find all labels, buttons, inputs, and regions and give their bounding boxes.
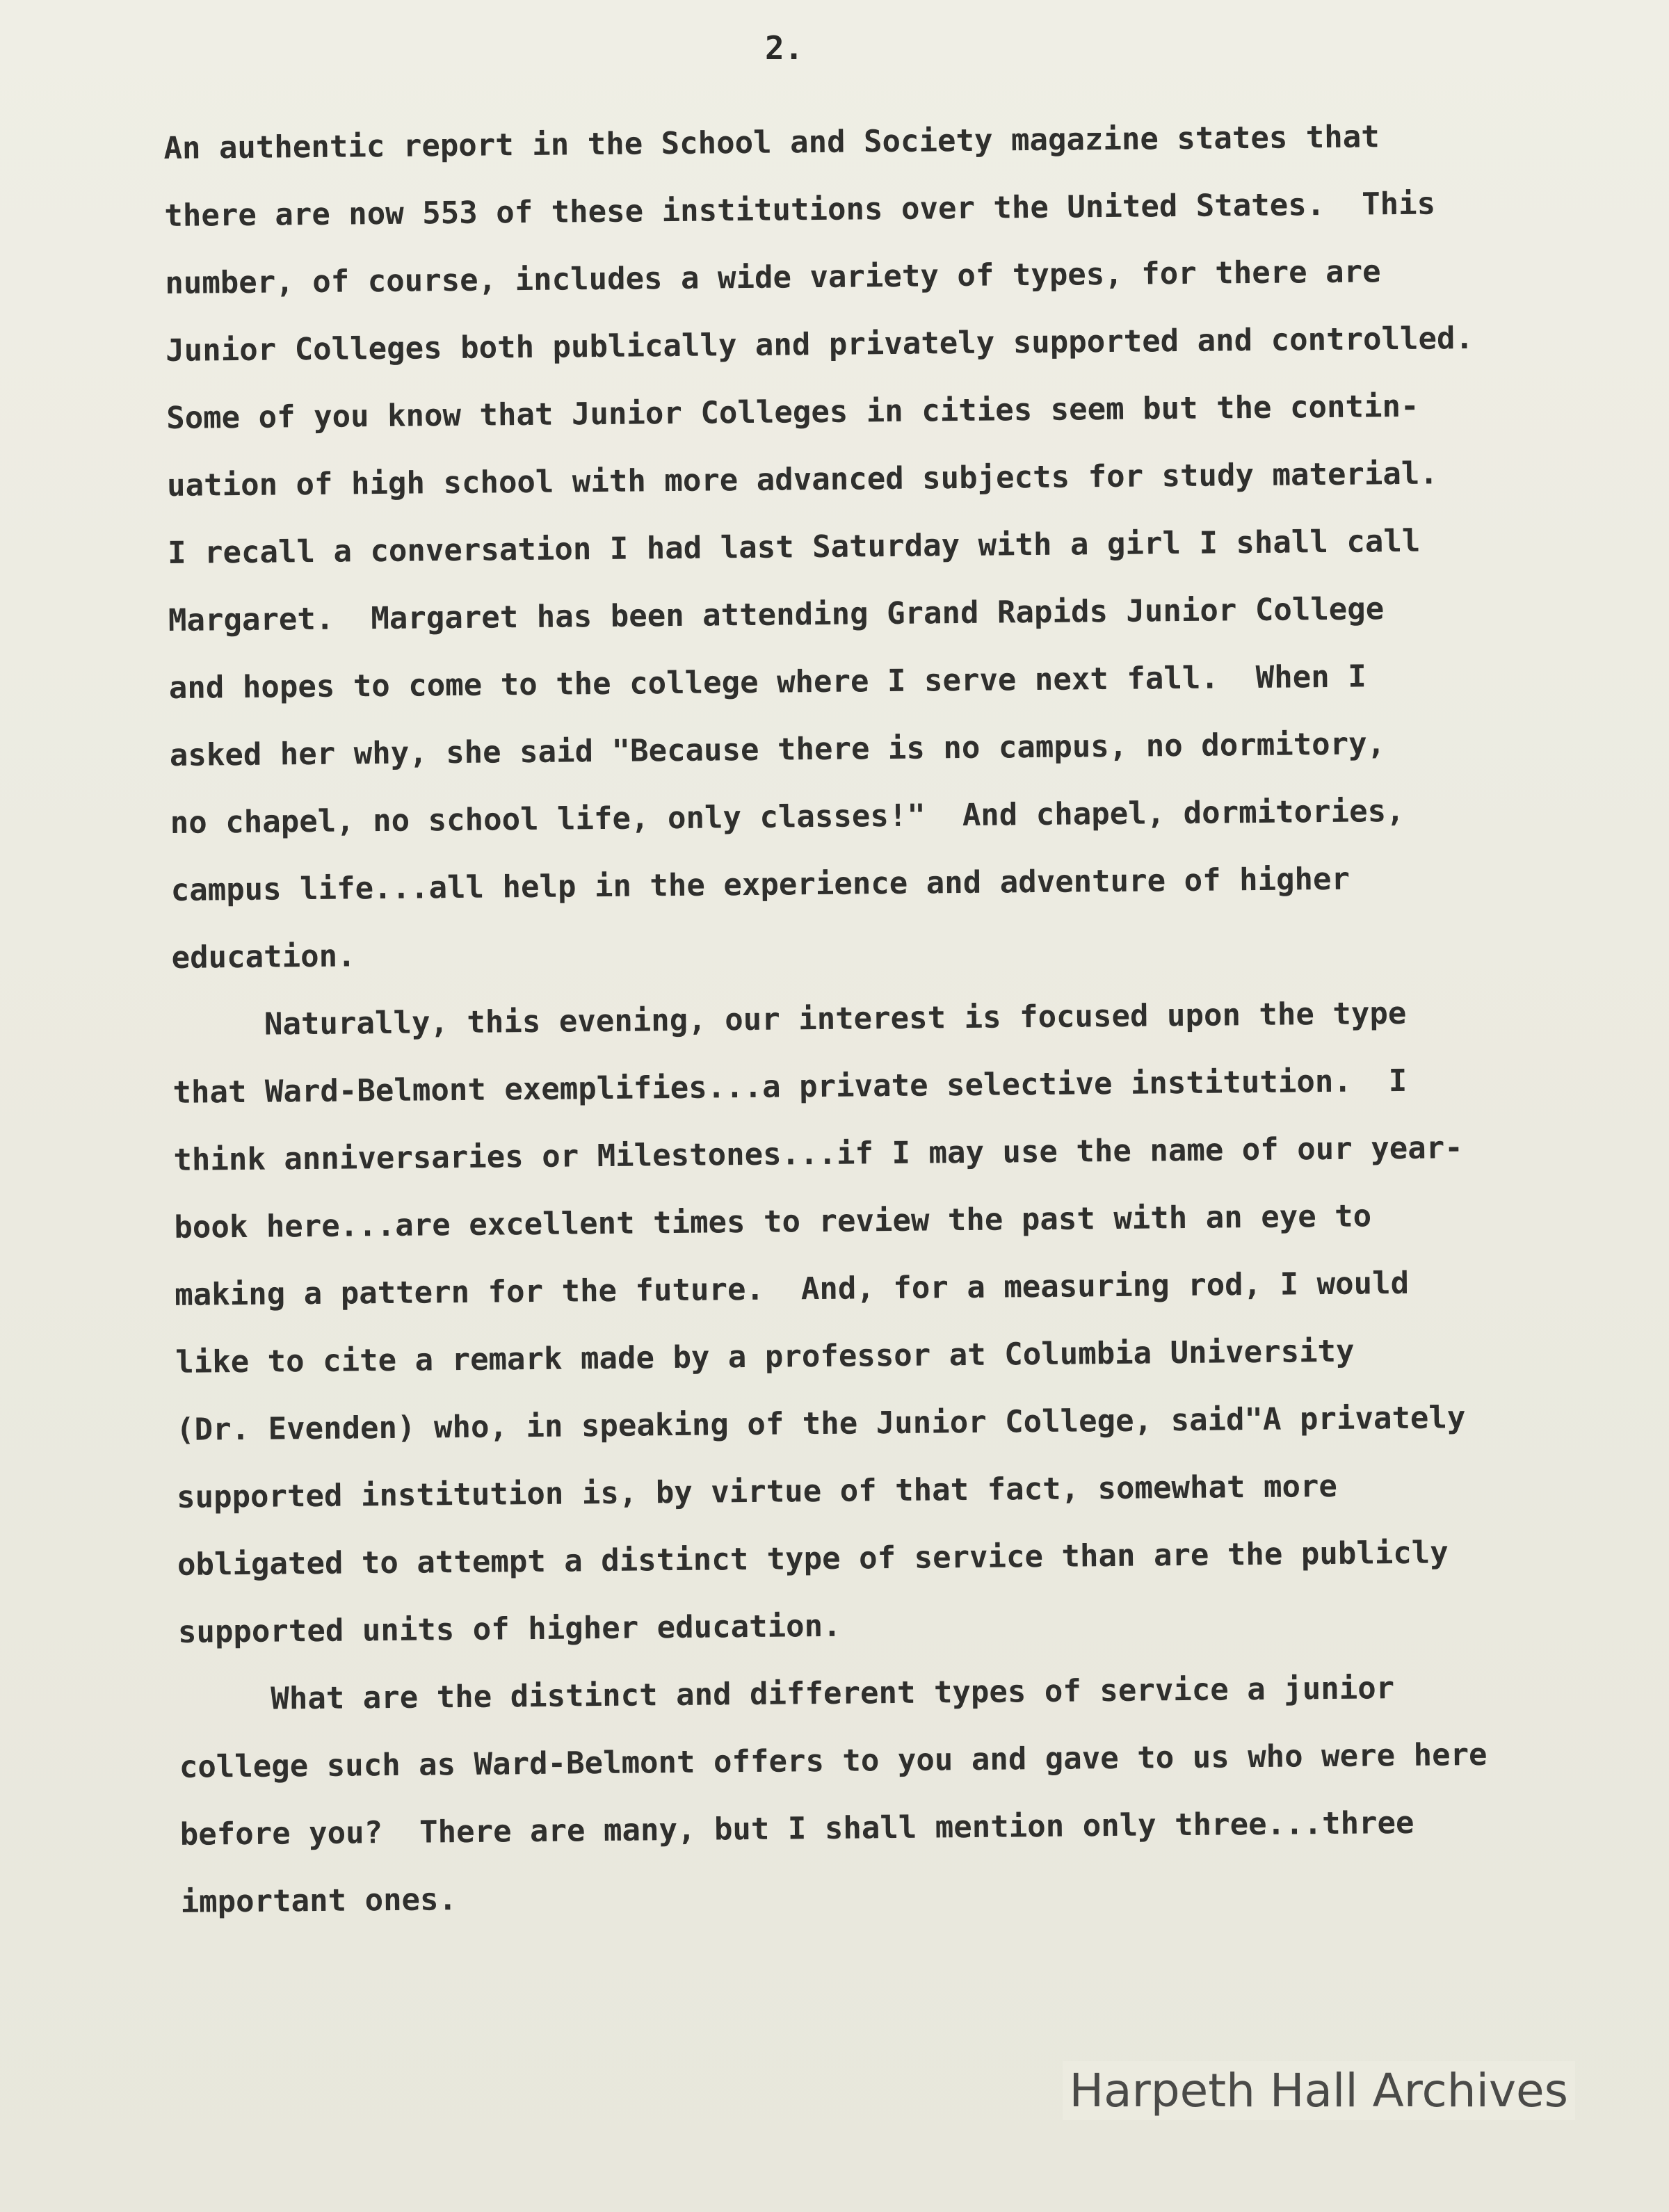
text-line: college such as Ward-Belmont offers to you and gave to us who were here [179, 1736, 1487, 1785]
page-number: 2. [765, 29, 804, 67]
text-line: supported units of higher education. [177, 1608, 841, 1650]
text-line: supported institution is, by virtue of that fact, somewhat more [176, 1468, 1338, 1515]
text-line: (Dr. Evenden) who, in speaking of the Junior College, said"A privately [175, 1400, 1466, 1448]
text-line: think anniversaries or Milestones...if I may use the name of our year- [173, 1130, 1463, 1178]
text-line: Some of you know that Junior Colleges in cities seem but the contin- [166, 388, 1419, 436]
text-line: campus life...all help in the experience and adventure of higher [170, 861, 1350, 908]
typed-body-text [163, 101, 1627, 1936]
text-line: there are now 553 of these institutions over the United States. This [164, 186, 1436, 234]
text-line: asked her why, she said "Because there is no campus, no dormitory, [169, 726, 1386, 773]
text-line: What are the distinct and different types of service a junior [178, 1670, 1395, 1718]
text-line: that Ward-Belmont exemplifies...a private selective institution. I [172, 1063, 1408, 1111]
text-line: before you? There are many, but I shall mention only three...three [179, 1805, 1414, 1852]
text-line: no chapel, no school life, only classes!" And chapel, dormitories, [170, 793, 1405, 841]
text-line: Naturally, this evening, our interest is focused upon the type [172, 995, 1407, 1043]
text-line: book here...are excellent times to review the past with an eye to [174, 1198, 1372, 1245]
text-line: making a pattern for the future. And, for a measuring rod, I would [175, 1265, 1410, 1313]
text-line: Margaret. Margaret has been attending Grand Rapids Junior College [168, 591, 1385, 638]
text-line: number, of course, includes a wide variety of types, for there are [165, 254, 1381, 301]
archive-watermark: Harpeth Hall Archives [1063, 2061, 1575, 2120]
text-line: I recall a conversation I had last Saturday with a girl I shall call [167, 523, 1421, 571]
text-line: Junior Colleges both publically and privately supported and controlled. [166, 320, 1474, 369]
text-line: like to cite a remark made by a professor at Columbia University [175, 1333, 1355, 1380]
text-line: education. [171, 938, 356, 976]
text-line: important ones. [180, 1882, 458, 1920]
text-line: obligated to attempt a distinct type of service than are the publicly [177, 1535, 1449, 1583]
text-line: and hopes to come to the college where I serve next fall. When I [168, 659, 1366, 706]
text-line: uation of high school with more advanced subjects for study material. [166, 455, 1439, 503]
text-line: An authentic report in the School and Society magazine states that [163, 119, 1380, 166]
